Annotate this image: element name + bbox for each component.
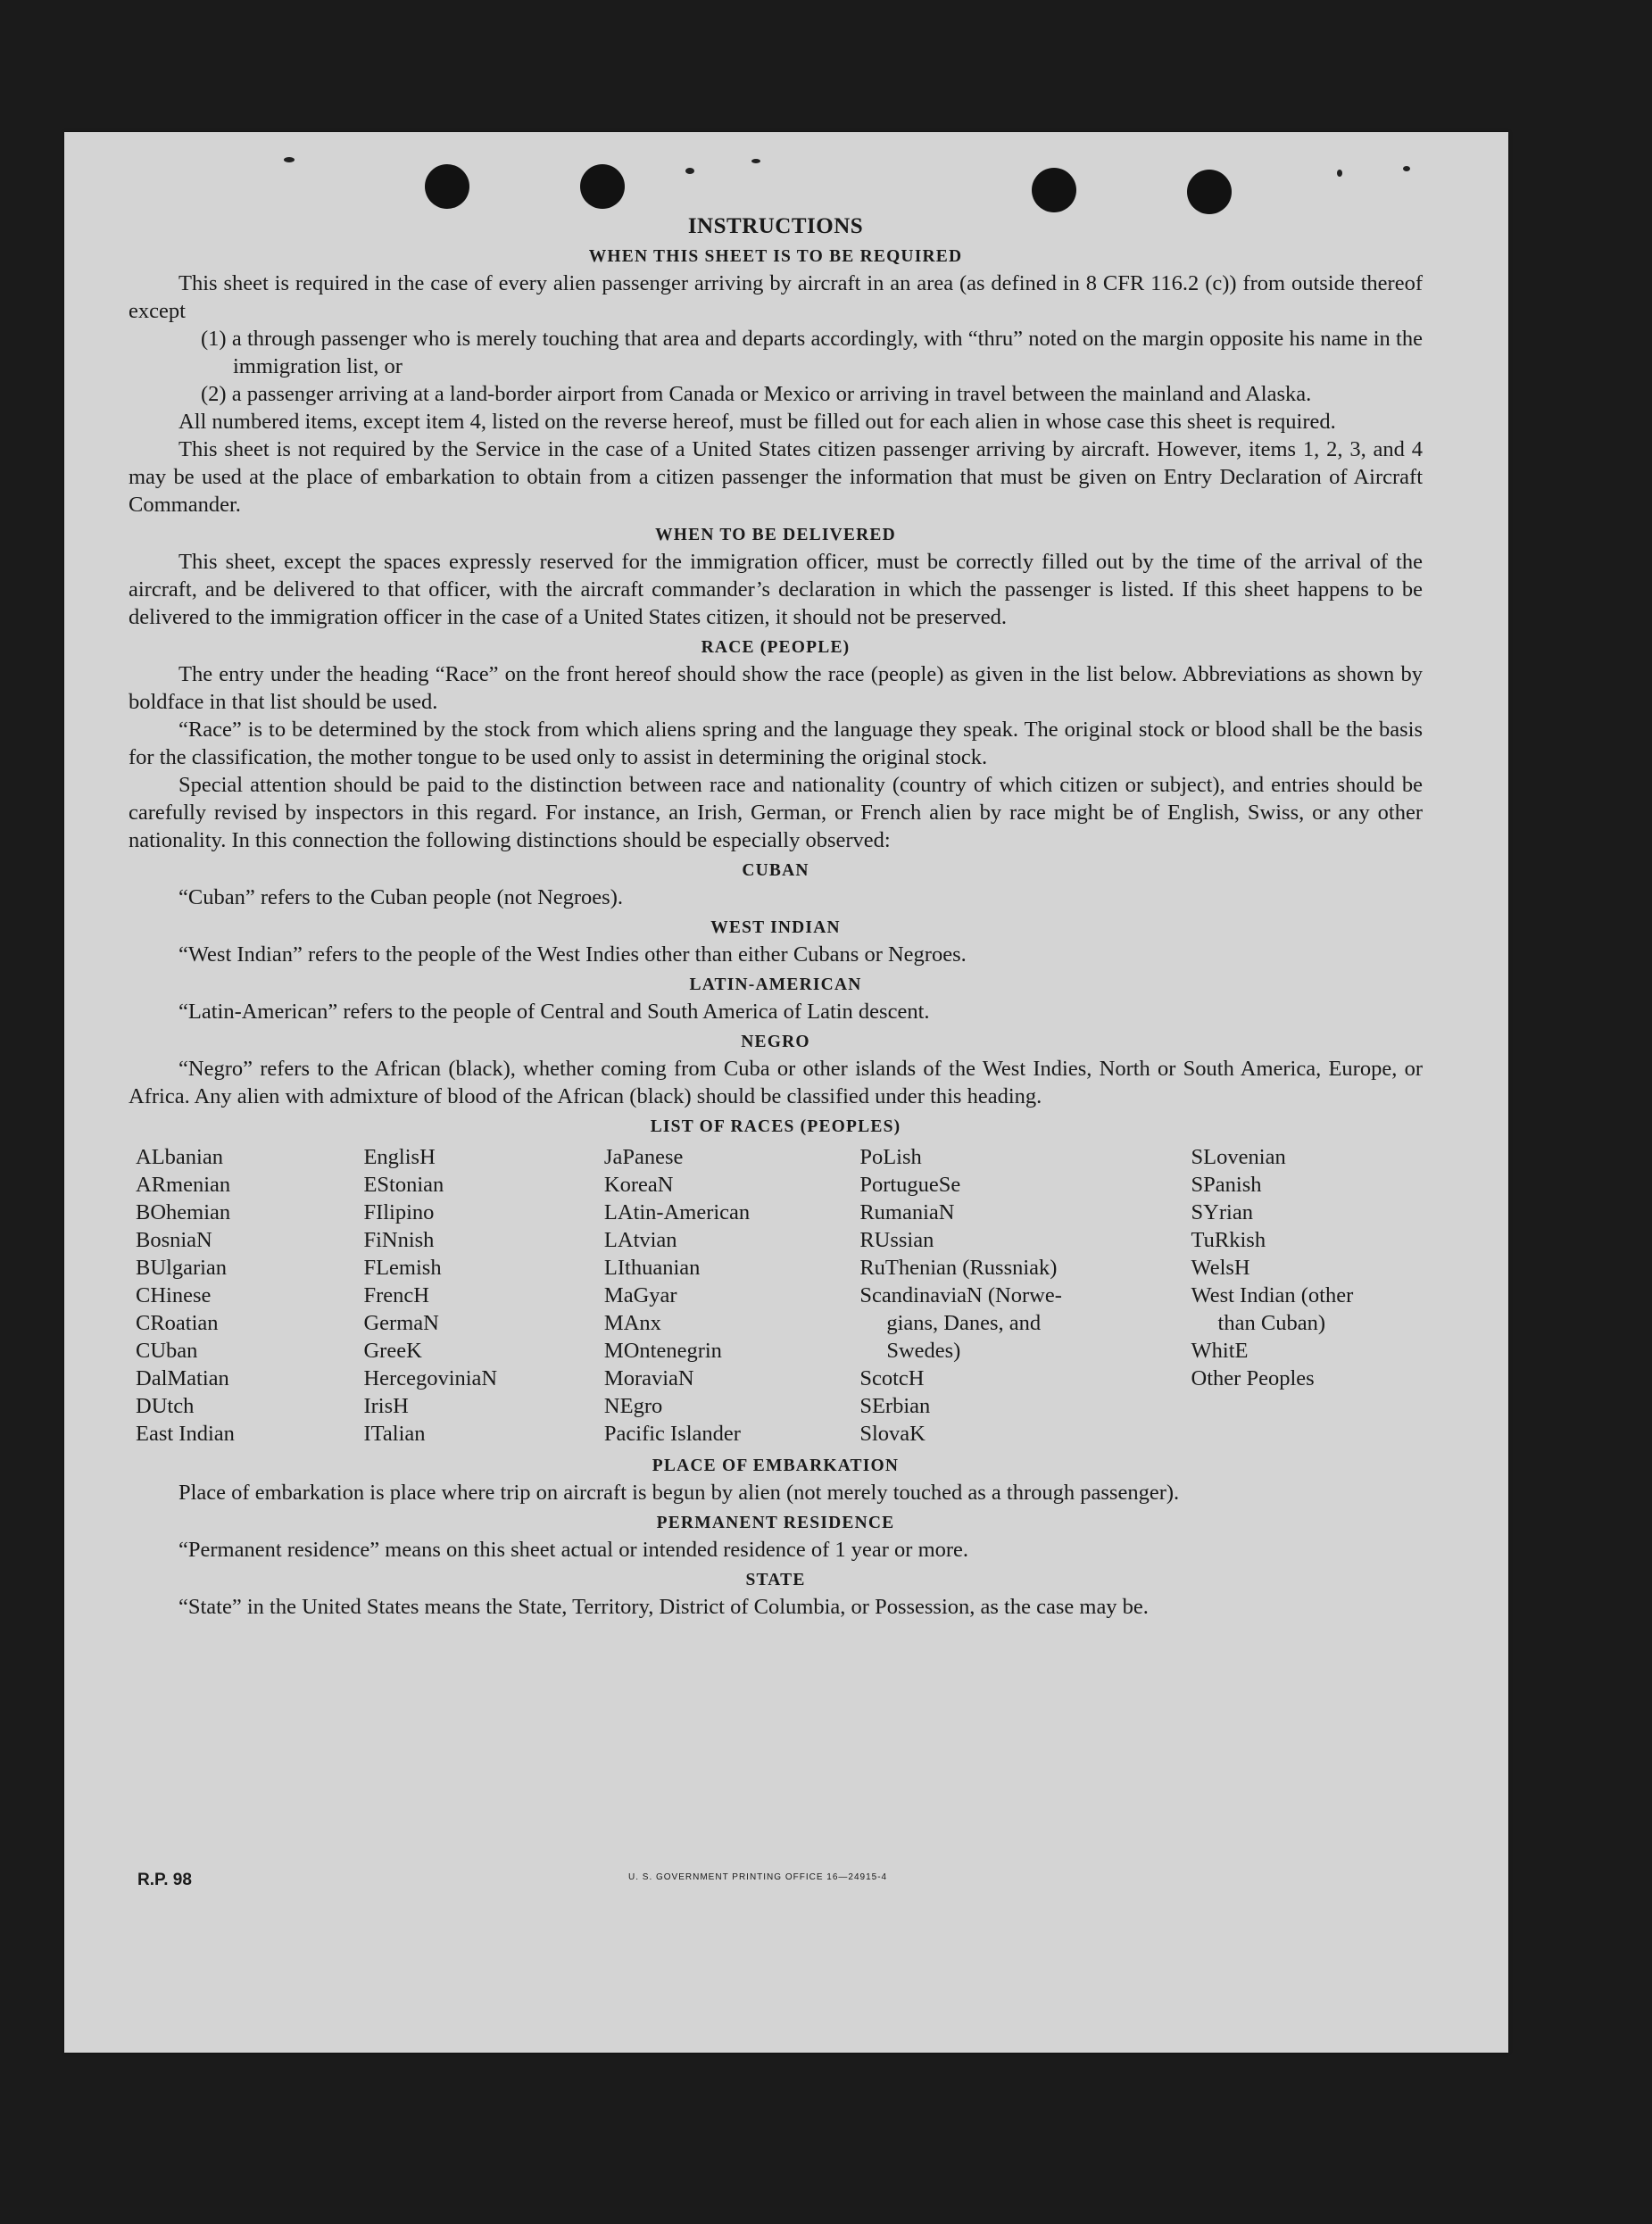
race-item: PoLish [859, 1145, 922, 1169]
race-item: RuThenian (Russniak) [859, 1256, 1058, 1280]
paragraph: The entry under the heading “Race” on the front hereof should show the race (people) as given in the list below. Abbreviations as shown by boldface in that list should be used. [129, 662, 1423, 714]
section-heading: NEGRO [741, 1033, 810, 1051]
race-item: ARmenian [136, 1173, 231, 1197]
section-heading: PLACE OF EMBARKATION [652, 1456, 900, 1475]
scan-speck [1403, 166, 1410, 171]
race-column [859, 1143, 1191, 1448]
form-number: R.P. 98 [137, 1871, 192, 1889]
paragraph: “Permanent residence” means on this sheet actual or intended residence of 1 year or more. [178, 1538, 969, 1562]
paragraph: This sheet is not required by the Service in the case of a United States citizen passenger arriving by aircraft. However, items 1, 2, 3, and 4 may be used at the place of embarkation to obtain from a citizen passenger the information that must be given on Entry Declaration of Aircraft Commander. [129, 437, 1423, 517]
paragraph: This sheet is required in the case of every alien passenger arriving by aircraft in an area (as defined in 8 CFR 116.2 (c)) from outside thereof except [129, 271, 1423, 323]
race-item: WelsH [1191, 1256, 1250, 1280]
race-item: CUban [136, 1339, 198, 1363]
race-item: ITalian [363, 1422, 426, 1446]
race-item: FLemish [363, 1256, 442, 1280]
race-item: than Cuban) [1217, 1311, 1325, 1335]
paragraph: “West Indian” refers to the people of the West Indies other than either Cubans or Negroes. [178, 942, 967, 967]
race-item: MAnx [603, 1311, 661, 1335]
race-item: Pacific Islander [603, 1422, 741, 1446]
race-item: ALbanian [136, 1145, 223, 1169]
section-heading: WHEN TO BE DELIVERED [655, 526, 896, 544]
race-item: SlovaK [859, 1422, 926, 1446]
race-item: BUlgarian [136, 1256, 228, 1280]
section-heading: RACE (PEOPLE) [701, 638, 851, 657]
race-item: gians, Danes, and [886, 1311, 1042, 1335]
race-item: EnglisH [363, 1145, 436, 1169]
race-item: LAtin-American [603, 1200, 751, 1224]
race-item: KoreaN [603, 1173, 674, 1197]
paragraph: “State” in the United States means the State, Territory, District of Columbia, or Possession, as the case may be. [178, 1595, 1149, 1619]
race-item: MOntenegrin [603, 1339, 722, 1363]
race-item: PortugueSe [859, 1173, 961, 1197]
race-item: JaPanese [603, 1145, 684, 1169]
paragraph: Place of embarkation is place where trip on aircraft is begun by alien (not merely touched as a through passenger). [178, 1481, 1180, 1505]
numbered-item: (1) a through passenger who is merely touching that area and departs accordingly, with “thru” noted on the margin opposite his name in the immigration list, or [201, 327, 1423, 378]
race-item: MoraviaN [603, 1366, 694, 1390]
race-item: EStonian [363, 1173, 444, 1197]
paragraph: Special attention should be paid to the distinction between race and nationality (country of which citizen or subject), and entries should be carefully revised by inspectors in this regard. For instance, an Irish, German, or French alien by race might be of English, Swiss, or any other nationality. In this connection the following distinctions should be especially observed: [129, 773, 1423, 852]
section-heading: CUBAN [742, 861, 809, 880]
scan-speck [284, 157, 295, 162]
race-list [136, 1143, 1423, 1448]
section-heading: PERMANENT RESIDENCE [656, 1514, 895, 1532]
race-item: GermaN [363, 1311, 439, 1335]
race-item: SErbian [859, 1394, 931, 1418]
race-item: West Indian (other [1191, 1283, 1354, 1307]
punch-hole [425, 164, 469, 209]
section-heading: WHEN THIS SHEET IS TO BE REQUIRED [588, 247, 963, 266]
paragraph: “Cuban” refers to the Cuban people (not Negroes). [178, 885, 623, 909]
scan-speck [1337, 170, 1342, 177]
section-heading: STATE [745, 1571, 806, 1589]
race-item: FIlipino [363, 1200, 435, 1224]
document-page [64, 132, 1508, 2053]
race-item: GreeK [363, 1339, 422, 1363]
race-item: FrencH [363, 1283, 429, 1307]
race-item: LAtvian [603, 1228, 677, 1252]
paragraph: “Latin-American” refers to the people of Central and South America of Latin descent. [178, 1000, 930, 1024]
race-item: TuRkish [1191, 1228, 1266, 1252]
race-item: WhitE [1191, 1339, 1249, 1363]
race-item: HercegoviniaN [363, 1366, 498, 1390]
punch-hole [1032, 168, 1076, 212]
scan-speck [751, 159, 760, 163]
race-item: LIthuanian [603, 1256, 701, 1280]
paragraph: This sheet, except the spaces expressly reserved for the immigration officer, must be correctly filled out by the time of the arrival of the aircraft, and be delivered to that officer, with the aircraft commander’s declaration in which the passenger is listed. If this sheet happens to be delivered to the immigration officer in the case of a United States citizen, it should not be preserved. [129, 550, 1423, 629]
printer-imprint: U. S. GOVERNMENT PRINTING OFFICE 16—24915-4 [628, 1872, 888, 1882]
instructions-body [129, 212, 1423, 1621]
race-column [363, 1143, 603, 1448]
race-item: BOhemian [136, 1200, 231, 1224]
scan-speck [685, 168, 694, 174]
punch-hole [580, 164, 625, 209]
race-item: ScotcH [859, 1366, 925, 1390]
paragraph: “Race” is to be determined by the stock from which aliens spring and the language they speak. The original stock or blood shall be the basis for the classification, the mother tongue to be used only to assist in determining the original stock. [129, 718, 1423, 769]
race-item: ScandinaviaN (Norwe- [859, 1283, 1062, 1307]
race-column [604, 1143, 859, 1448]
race-item: FiNnish [363, 1228, 435, 1252]
race-item: DalMatian [136, 1366, 229, 1390]
section-heading: LIST OF RACES (PEOPLES) [650, 1117, 901, 1136]
paragraph: All numbered items, except item 4, listed on the reverse hereof, must be filled out for each alien in whose case this sheet is required. [178, 410, 1336, 434]
numbered-item: (2) a passenger arriving at a land-border airport from Canada or Mexico or arriving in travel between the mainland and Alaska. [201, 382, 1312, 406]
race-item: RUssian [859, 1228, 934, 1252]
race-item: Other Peoples [1191, 1366, 1315, 1390]
paragraph: “Negro” refers to the African (black), whether coming from Cuba or other islands of the West Indies, North or South America, Europe, or Africa. Any alien with admixture of blood of the African (black) should be classified under this heading. [129, 1057, 1423, 1108]
race-column [1191, 1143, 1423, 1448]
race-column [136, 1143, 363, 1448]
race-item: CHinese [136, 1283, 212, 1307]
race-item: CRoatian [136, 1311, 219, 1335]
section-heading: LATIN-AMERICAN [689, 975, 862, 994]
race-item: DUtch [136, 1394, 195, 1418]
race-item: NEgro [603, 1394, 663, 1418]
page-title: INSTRUCTIONS [687, 214, 864, 238]
section-heading: WEST INDIAN [710, 918, 841, 937]
race-item: SLovenian [1191, 1145, 1286, 1169]
race-item: MaGyar [603, 1283, 677, 1307]
race-item: BosniaN [136, 1228, 212, 1252]
race-item: East Indian [136, 1422, 235, 1446]
race-item: Swedes) [886, 1339, 961, 1363]
race-item: SYrian [1191, 1200, 1253, 1224]
race-item: RumaniaN [859, 1200, 955, 1224]
race-item: SPanish [1191, 1173, 1262, 1197]
punch-hole [1187, 170, 1232, 214]
race-item: IrisH [363, 1394, 409, 1418]
